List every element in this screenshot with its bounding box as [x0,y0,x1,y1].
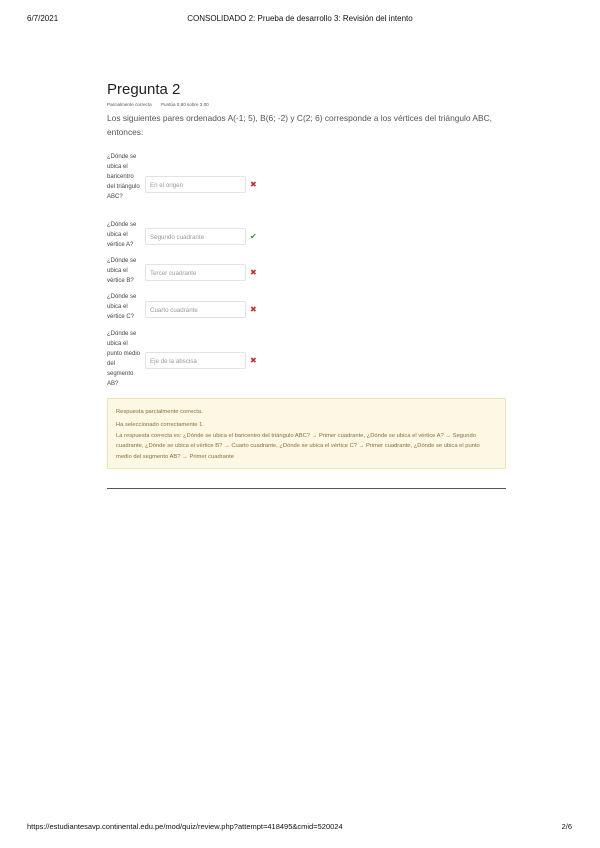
cross-icon: ✖ [250,356,257,365]
print-page-number: 2/6 [561,822,572,831]
cross-icon: ✖ [250,268,257,277]
match-select[interactable]: Eje de la abscisa [145,352,246,369]
print-url: https://estudiantesavp.continental.edu.pe/mod/quiz/review.php?attempt=418495&cmid=520024 [27,822,343,831]
match-label: ¿Dónde se ubica el punto medio del segmento AB? [107,331,141,387]
match-label: ¿Dónde se ubica el vértice B? [107,258,137,284]
question-status: Parcialmente correcta [107,102,152,107]
match-select[interactable]: Segundo cuadrante [145,228,246,245]
match-select[interactable]: Tercer cuadrante [145,264,246,281]
print-date: 6/7/2021 [27,14,59,23]
cross-icon: ✖ [250,305,257,314]
match-label: ¿Dónde se ubica el baricentro del triángulo ABC? [107,154,140,200]
question-meta [107,102,209,107]
feedback-correct-answer: La respuesta correcta es: ¿Dónde se ubica el baricentro del triángulo ABC? → Primer cuadrante, ¿Dónde se ubica el vértice A? → Segundo cuadrante, ¿Dónde se ubica el vértice B? → Cuarto cuadrante, ¿Dónde se ubica el vértice C? → Primer cuadrante, ¿Dónde se ubica el punto medio del segmento AB? → Primer cuadrante [116,432,480,460]
question-text: Los siguientes pares ordenados A(-1; 5), B(6; -2) y C(2; 6) corresponde a los vértices del triángulo ABC, entonces: [107,113,492,137]
match-select[interactable]: En el origen [145,176,246,193]
question-score: Puntúa 0,80 sobre 3,00 [160,102,209,107]
match-label: ¿Dónde se ubica el vértice A? [107,222,137,248]
divider [107,488,506,489]
question-title: Pregunta 2 [107,81,181,98]
print-page-title: CONSOLIDADO 2: Prueba de desarrollo 3: Revisión del intento [187,14,413,23]
feedback-correct-count: Ha seleccionado correctamente 1. [116,422,204,429]
feedback-status: Respuesta parcialmente correcta. [116,409,203,415]
check-icon: ✔ [250,232,257,241]
feedback-box [107,398,506,469]
match-label: ¿Dónde se ubica el vértice C? [107,294,137,320]
match-select[interactable]: Cuarto cuadrante [145,301,246,318]
cross-icon: ✖ [250,180,257,189]
